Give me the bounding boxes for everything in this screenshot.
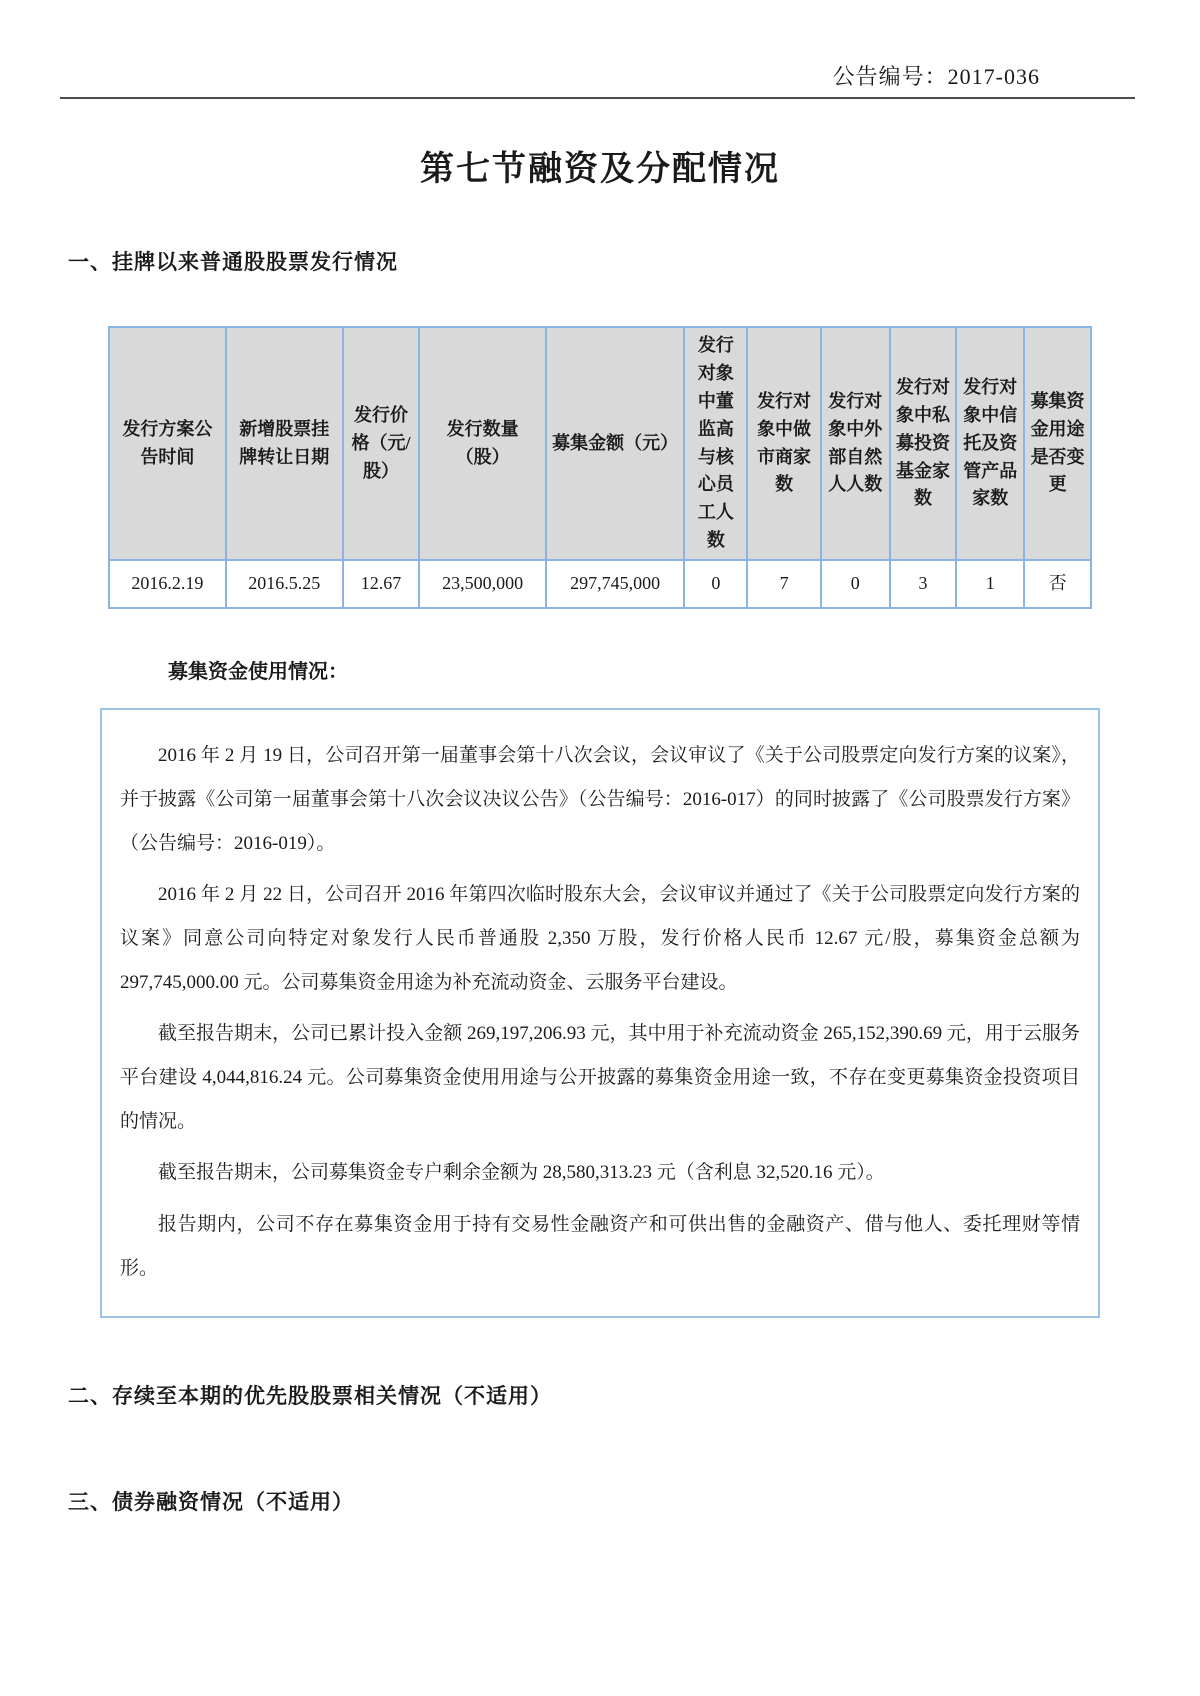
header-cell-trust-products-count: 发行对象中信托及资管产品家数 <box>956 327 1024 560</box>
header-cell-issue-price: 发行价格（元/股） <box>343 327 420 560</box>
header-cell-issue-quantity: 发行数量（股） <box>419 327 546 560</box>
cell-raised-amount: 297,745,000 <box>546 560 684 608</box>
usage-label: 募集资金使用情况： <box>168 661 348 684</box>
header-cell-insiders-count: 发行对象中董监高与核心员工人数 <box>684 327 747 560</box>
header-cell-listing-date: 新增股票挂牌转让日期 <box>226 327 343 560</box>
header-rule <box>60 60 1135 99</box>
cell-external-individuals-count: 0 <box>821 560 890 608</box>
cell-private-funds-count: 3 <box>890 560 957 608</box>
page-title: 第七节融资及分配情况 <box>420 150 780 188</box>
cell-usage-changed: 否 <box>1024 560 1091 608</box>
header-cell-market-makers-count: 发行对象中做市商家数 <box>747 327 821 560</box>
section-heading-1: 一、挂牌以来普通股股票发行情况 <box>68 251 398 274</box>
section-heading-3: 三、债券融资情况（不适用） <box>68 1491 354 1515</box>
cell-issue-quantity: 23,500,000 <box>419 560 546 608</box>
table-data-row <box>109 560 1091 608</box>
cell-trust-products-count: 1 <box>956 560 1024 608</box>
cell-listing-date: 2016.5.25 <box>226 560 343 608</box>
usage-paragraph-5: 报告期内，公司不存在募集资金用于持有交易性金融资产和可供出售的金融资产、借与他人、委托理财等情形。 <box>120 1214 1080 1279</box>
cell-insiders-count: 0 <box>684 560 747 608</box>
header-cell-private-funds-count: 发行对象中私募投资基金家数 <box>890 327 957 560</box>
header-cell-raised-amount: 募集金额（元） <box>546 327 684 560</box>
cell-issue-price: 12.67 <box>343 560 420 608</box>
usage-paragraph-2: 2016 年 2 月 22 日，公司召开 2016 年第四次临时股东大会，会议审议并通过了《关于公司股票定向发行方案的议案》同意公司向特定对象发行人民币普通股 2,350 万股，发行价格人民币 12.67 元/股，募集资金总额为 297,745,000.00 元。公司募集资金用途为补充流动资金、云服务平台建设。 <box>120 884 1080 993</box>
section-heading-2: 二、存续至本期的优先股股票相关情况（不适用） <box>68 1385 552 1409</box>
doc-number: 公告编号：2017-036 <box>832 64 1040 89</box>
header-cell-announce-date: 发行方案公告时间 <box>109 327 226 560</box>
cell-announce-date: 2016.2.19 <box>109 560 226 608</box>
usage-paragraph-3: 截至报告期末，公司已累计投入金额 269,197,206.93 元，其中用于补充流动资金 265,152,390.69 元，用于云服务平台建设 4,044,816.24 元。公司募集资金使用用途与公开披露的募集资金用途一致，不存在变更募集资金投资项目的情况。 <box>120 1023 1080 1132</box>
issuance-table <box>108 326 1092 609</box>
usage-paragraph-1: 2016 年 2 月 19 日，公司召开第一届董事会第十八次会议，会议审议了《关于公司股票定向发行方案的议案》，并于披露《公司第一届董事会第十八次会议决议公告》（公告编号：2016-017）的同时披露了《公司股票发行方案》（公告编号：2016-019）。 <box>120 745 1080 854</box>
content-area <box>100 326 1100 1318</box>
header-cell-external-individuals-count: 发行对象中外部自然人人数 <box>821 327 890 560</box>
header-cell-usage-changed: 募集资金用途是否变更 <box>1024 327 1091 560</box>
usage-box <box>100 708 1100 1318</box>
table-header-row <box>109 327 1091 560</box>
cell-market-makers-count: 7 <box>747 560 821 608</box>
usage-paragraph-4: 截至报告期末，公司募集资金专户剩余金额为 28,580,313.23 元（含利息 32,520.16 元）。 <box>158 1162 885 1184</box>
